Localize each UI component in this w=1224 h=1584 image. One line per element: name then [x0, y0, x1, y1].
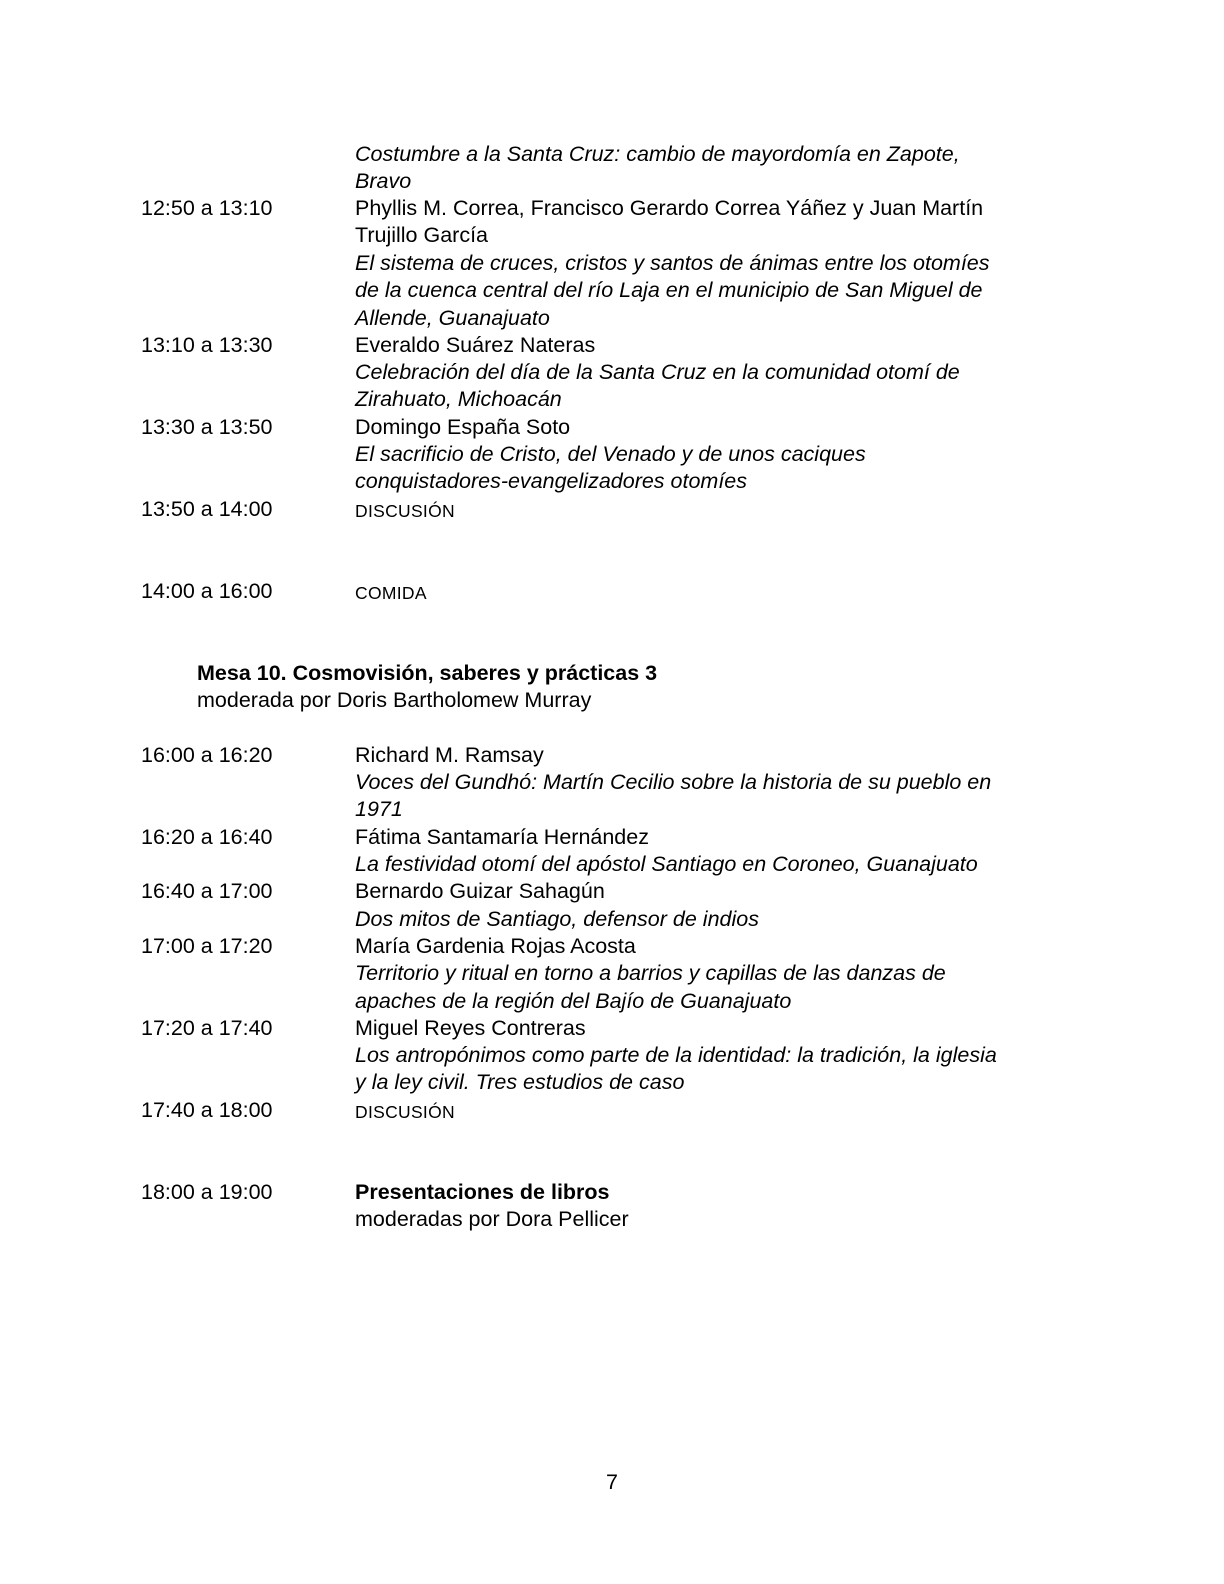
speaker-name: Miguel Reyes Contreras [355, 1016, 586, 1040]
time-slot: 17:00 a 17:20 [141, 934, 273, 958]
speaker-name: Phyllis M. Correa, Francisco Gerardo Correa Yáñez y Juan Martín [355, 196, 984, 220]
time-slot: 13:10 a 13:30 [141, 333, 273, 357]
page-number: 7 [606, 1470, 618, 1494]
talk-title-line: La festividad otomí del apóstol Santiago en Coroneo, Guanajuato [355, 852, 978, 876]
speaker-name: Bernardo Guizar Sahagún [355, 879, 605, 903]
time-slot: 17:20 a 17:40 [141, 1016, 273, 1040]
time-slot: 16:40 a 17:00 [141, 879, 273, 903]
discussion-label: DISCUSIÓN [355, 1102, 455, 1122]
speaker-name: Domingo España Soto [355, 415, 571, 439]
talk-title-line: Territorio y ritual en torno a barrios y capillas de las danzas de [355, 961, 946, 985]
talk-title-line: Dos mitos de Santiago, defensor de indios [355, 907, 759, 931]
time-slot: 13:50 a 14:00 [141, 497, 273, 521]
time-slot: 16:00 a 16:20 [141, 743, 273, 767]
speaker-name: María Gardenia Rojas Acosta [355, 934, 636, 958]
talk-title-line: y la ley civil. Tres estudios de caso [355, 1070, 685, 1094]
speaker-name: Fátima Santamaría Hernández [355, 825, 649, 849]
speaker-name: Everaldo Suárez Nateras [355, 333, 596, 357]
talk-title-line: apaches de la región del Bajío de Guanajuato [355, 989, 792, 1013]
talk-title-line: Allende, Guanajuato [355, 306, 550, 330]
session-moderator: moderada por Doris Bartholomew Murray [197, 688, 592, 712]
talk-title-line: El sacrificio de Cristo, del Venado y de unos caciques [355, 442, 866, 466]
time-slot: 14:00 a 16:00 [141, 579, 273, 603]
time-slot: 13:30 a 13:50 [141, 415, 273, 439]
discussion-label: DISCUSIÓN [355, 501, 455, 521]
time-slot: 17:40 a 18:00 [141, 1098, 273, 1122]
time-slot: 12:50 a 13:10 [141, 196, 273, 220]
lunch-label: COMIDA [355, 583, 427, 603]
time-slot: 16:20 a 16:40 [141, 825, 273, 849]
books-heading: Presentaciones de libros [355, 1180, 610, 1204]
talk-title-line: Costumbre a la Santa Cruz: cambio de mayordomía en Zapote, [355, 142, 960, 166]
speaker-name: Richard M. Ramsay [355, 743, 544, 767]
talk-title-line: El sistema de cruces, cristos y santos de ánimas entre los otomíes [355, 251, 990, 275]
time-slot: 18:00 a 19:00 [141, 1180, 273, 1204]
talk-title-line: Bravo [355, 169, 412, 193]
talk-title-line: Voces del Gundhó: Martín Cecilio sobre la historia de su pueblo en [355, 770, 992, 794]
talk-title-line: Celebración del día de la Santa Cruz en la comunidad otomí de [355, 360, 960, 384]
session-heading: Mesa 10. Cosmovisión, saberes y prácticas 3 [197, 661, 658, 685]
talk-title-line: de la cuenca central del río Laja en el municipio de San Miguel de [355, 278, 983, 302]
talk-title-line: conquistadores-evangelizadores otomíes [355, 469, 748, 493]
talk-title-line: Los antropónimos como parte de la identidad: la tradición, la iglesia [355, 1043, 997, 1067]
talk-title-line: Zirahuato, Michoacán [355, 387, 562, 411]
books-moderator: moderadas por Dora Pellicer [355, 1207, 629, 1231]
talk-title-line: 1971 [355, 797, 403, 821]
speaker-name: Trujillo García [355, 223, 489, 247]
